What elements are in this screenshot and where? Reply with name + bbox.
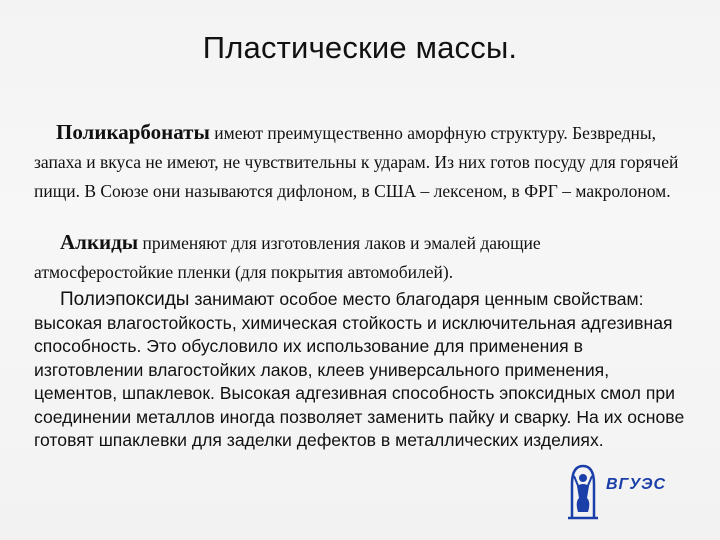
text-polyepoxides: занимают особое место благодаря ценным свойствам: высокая влагостойкость, химическая стойкость и исключительная адгезивная способность. Это обусловило их использование для применения в изготовлении влагостойких лаков, клеев универсального применения, цементов, шпаклевок. Высокая адгезивная способность эпоксидных смол при соединении металлов иногда позволяет заменить пайку и сварку. На их основе готовят шпаклевки для заделки дефектов в металлических изделиях.	[34, 289, 685, 450]
university-logo	[566, 462, 686, 522]
paragraph-polyepoxides	[34, 288, 694, 453]
slide-title: Пластические массы.	[202, 30, 518, 65]
text-polycarbonates: имеют преимущественно аморфную структуру. Безвредны, запаха и вкуса не имеют, не чувствительны к ударам. Из них готов посуду для горячей пищи. В Союзе они называются дифлоном, в США – лексеном, в ФРГ – макролоном.	[34, 123, 679, 201]
term-polycarbonates: Поликарбонаты	[56, 120, 210, 144]
text-alkyds: применяют для изготовления лаков и эмалей дающие атмосферостойкие пленки (для покрытия автомобилей).	[34, 233, 541, 282]
term-polyepoxides: Полиэпоксиды	[60, 289, 190, 310]
university-name-logo: ВГУЭС	[606, 476, 667, 493]
term-alkyds: Алкиды	[60, 230, 139, 254]
university-emblem-icon	[566, 462, 600, 525]
paragraph-alkyds	[34, 228, 674, 287]
paragraph-polycarbonates	[34, 118, 686, 206]
